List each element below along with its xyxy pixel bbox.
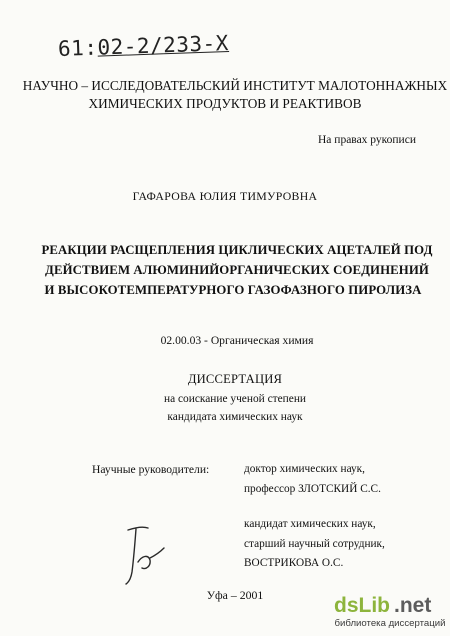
dslib-logo-main: dsLib — [334, 594, 390, 617]
archive-code-suffix: 233-Х — [162, 31, 230, 58]
supervisors-label: Научные руководители: — [92, 463, 210, 476]
dslib-caption: библиотека диссертаций — [334, 618, 446, 629]
handwritten-signature — [120, 522, 168, 586]
archive-code-handwritten — [58, 31, 230, 61]
degree-line-1: на соискание ученой степени — [163, 393, 307, 405]
dslib-logo-ext: .net — [394, 594, 432, 617]
title-line-2: ДЕЙСТВИЕМ АЛЮМИНИЙОРГАНИЧЕСКИХ СОЕДИНЕНИЙ — [45, 263, 429, 277]
author-name: ГАФАРОВА ЮЛИЯ ТИМУРОВНА — [132, 189, 318, 203]
supervisor-2-name: ВОСТРИКОВА О.С. — [244, 557, 344, 569]
degree-line-2: кандидата химических наук — [167, 411, 303, 423]
title-line-1: РЕАКЦИИ РАСЩЕПЛЕНИЯ ЦИКЛИЧЕСКИХ АЦЕТАЛЕЙ ПОД — [41, 243, 433, 257]
institution-line-2: ХИМИЧЕСКИХ ПРОДУКТОВ И РЕАКТИВОВ — [88, 96, 362, 111]
rights-note: На правах рукописи — [318, 134, 416, 146]
dslib-logo — [332, 592, 448, 618]
supervisor-1-name: профессор ЗЛОТСКИЙ С.С. — [244, 483, 381, 495]
supervisor-1-degree: доктор химических наук, — [244, 463, 365, 475]
supervisor-2-position: старший научный сотрудник, — [244, 538, 385, 550]
specialty-code: 02.00.03 - Органическая химия — [160, 334, 314, 347]
archive-code-prefix: 61: — [57, 35, 98, 61]
archive-code-middle: 02-2/ — [97, 33, 164, 60]
title-line-3: И ВЫСОКОТЕМПЕРАТУРНОГО ГАЗОФАЗНОГО ПИРОЛИЗА — [44, 283, 422, 297]
dslib-watermark — [332, 592, 448, 634]
work-type-heading: ДИССЕРТАЦИЯ — [187, 372, 283, 386]
institution-line-1: НАУЧНО – ИССЛЕДОВАТЕЛЬСКИЙ ИНСТИТУТ МАЛОТОННАЖНЫХ — [22, 78, 448, 93]
supervisor-2-degree: кандидат химических наук, — [244, 518, 376, 530]
city-and-year: Уфа – 2001 — [206, 588, 264, 602]
